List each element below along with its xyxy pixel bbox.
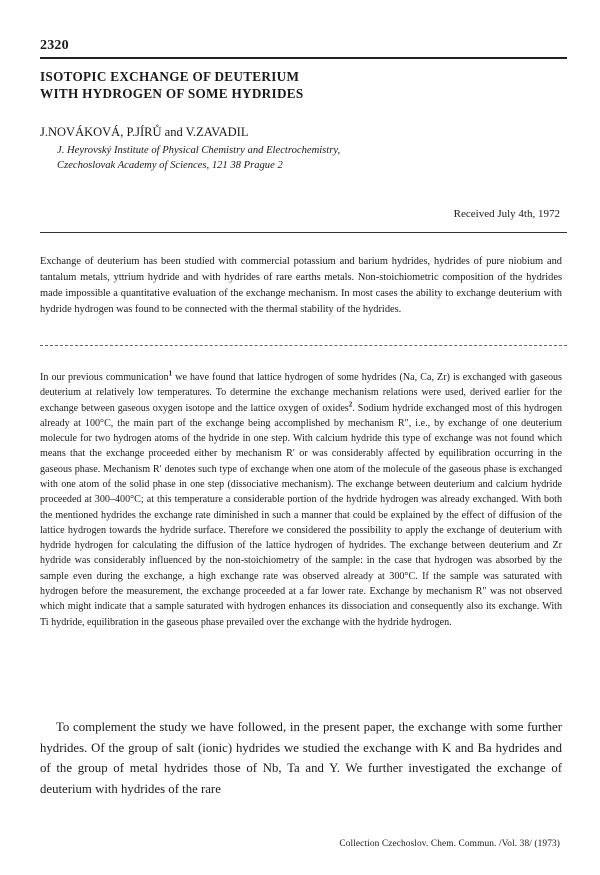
header-rule	[40, 57, 567, 59]
reference-2: 2	[348, 400, 353, 409]
title-line-2: WITH HYDROGEN OF SOME HYDRIDES	[40, 86, 304, 101]
reference-1: 1	[168, 369, 173, 378]
body-text-segment: . Sodium hydride exchanged most of this hydrogen already at 100°C, the main part of the exchange being accomplished by mechanism R″, i.e., by exchange of one deuterium molecule for two hydrogen atoms of the hydride in one step. With calcium hydride this type of exchange was not found which means that the exchange proceeded either by mechanism R′ or was considerably affected by equilibration occurring in the gaseous phase. Mechanism R′ denotes such type of exchange when one atom of the molecule of the gaseous phase is exchanged with one atom of the solid phase in one step (dissociative mechanism). The exchange between deuterium and calcium hydride proceeded at 300–400°C; at this temperature a considerable portion of the hydride hydrogen was already exchanged. With both the mentioned hydrides the exchange rate diminished in such a manner that could be explained by the effect of diffusion of the lattice hydrogen towards the hydride surface. Therefore we considered the possibility to apply the exchange of deuterium with hydride hydrogen for calculating the diffusion of the lattice hydrogen of hydrides. The exchange between deuterium and Zr hydride was considerably influenced by the non-stoichiometry of the sample: in the case that hydrogen was absorbed by the sample even during the exchange, a high exchange rate was observed already at 300°C. If the sample was saturated with hydrogen before the measurement, the exchange proceeded at a far lower rate. Exchange by mechanism R″ was not observed which might indicate that a sample saturated with hydrogen enhances its dissociation and consequently also its exchange. With Ti hydride, equilibration in the gaseous phase prevailed over the exchange with the hydride hydrogen.	[40, 402, 562, 628]
body-text-segment: we have found that lattice hydrogen of some hydrides (Na, Ca, Zr) is exchanged with gaseous deuterium at relatively low temperatures. To determine the exchange mechanism relations were used, derived earlier for the exchange between gaseous oxygen isotope and the lattice oxygen of oxides	[40, 372, 562, 414]
title-line-1: ISOTOPIC EXCHANGE OF DEUTERIUM	[40, 69, 300, 84]
page-number: 2320	[40, 38, 69, 53]
body-paragraph-1	[40, 370, 562, 630]
abstract-rule-top	[40, 232, 567, 233]
body-paragraph-2	[40, 717, 562, 799]
body-text-segment: To complement the study we have followed, in the present paper, the exchange with some further hydrides. Of the group of salt (ionic) hydrides we studied the exchange with K and Ba hydrides and of the group of metal hydrides those of Nb, Ta and Y. We further investigated the exchange of deuterium with hydrides of the rare	[40, 720, 562, 796]
article-title	[40, 68, 560, 102]
journal-footer: Collection Czechoslov. Chem. Commun. /Vol. 38/ (1973)	[339, 839, 560, 849]
abstract: Exchange of deuterium has been studied with commercial potassium and barium hydrides, hydrides of pure niobium and tantalum metals, yttrium hydride and with hydrides of rare earths metals. Non-stoichiometric composition of the hydrides made impossible a quantitative evaluation of the exchange mechanism. In most cases the ability to exchange deuterium with hydride hydrogen was found to be connected with the thermal stability of the hydrides.	[40, 256, 562, 315]
received-date: Received July 4th, 1972	[453, 208, 560, 220]
authors: J.NOVÁKOVÁ, P.JÍRŮ and V.ZAVADIL	[40, 125, 249, 139]
affiliation-line-1: J. Heyrovský Institute of Physical Chemistry and Electrochemistry,	[57, 145, 341, 156]
abstract-rule-bottom	[40, 345, 567, 346]
body-text-segment: In our previous communication	[40, 372, 169, 383]
affiliation	[57, 143, 557, 173]
affiliation-line-2: Czechoslovak Academy of Sciences, 121 38 Prague 2	[57, 160, 283, 171]
